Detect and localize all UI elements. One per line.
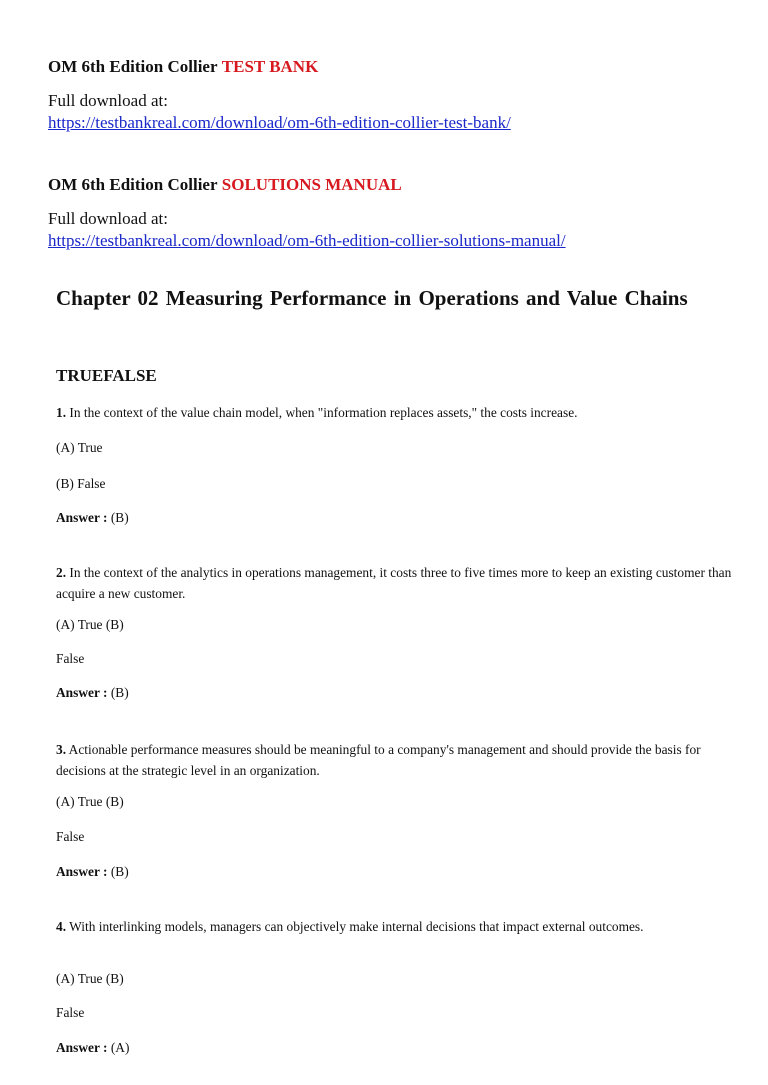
solutions-manual-download-link[interactable]: https://testbankreal.com/download/om-6th-edition-collier-solutions-manual/	[48, 231, 566, 250]
question-number: 4.	[56, 919, 67, 934]
option-b[interactable]: False	[56, 1005, 85, 1020]
test-bank-download-link[interactable]: https://testbankreal.com/download/om-6th-edition-collier-test-bank/	[48, 113, 511, 132]
answer-line	[56, 509, 129, 527]
answer-line	[56, 863, 129, 881]
option-b[interactable]: False	[56, 829, 85, 844]
answer-line	[56, 684, 129, 702]
question-number: 1.	[56, 405, 67, 420]
solutions-manual-promo	[48, 174, 566, 252]
option-a[interactable]: (A) True (B)	[56, 617, 124, 632]
question-text: With interlinking models, managers can objectively make internal decisions that impact external outcomes.	[69, 919, 644, 934]
answer-label: Answer :	[56, 685, 108, 700]
answer-line	[56, 1039, 129, 1057]
answer-value: (A)	[110, 1040, 130, 1055]
test-bank-download-label: Full download at:	[48, 91, 168, 110]
answer-label: Answer :	[56, 864, 108, 879]
question-text: In the context of the value chain model, when "information replaces assets," the costs increase.	[69, 405, 578, 420]
option-a[interactable]: (A) True (B)	[56, 794, 124, 809]
test-bank-title	[48, 56, 511, 78]
test-bank-promo	[48, 56, 511, 134]
option-a[interactable]: (A) True (B)	[56, 971, 124, 986]
question-stem	[56, 916, 736, 937]
option-b[interactable]: (B) False	[56, 476, 106, 491]
chapter-content	[56, 284, 736, 1055]
solutions-manual-title-highlight: SOLUTIONS MANUAL	[221, 175, 402, 194]
option-a[interactable]: (A) True	[56, 440, 103, 455]
solutions-manual-download-label: Full download at:	[48, 209, 168, 228]
question-number: 2.	[56, 565, 67, 580]
test-bank-title-highlight: TEST BANK	[221, 57, 319, 76]
question-4	[56, 916, 736, 1055]
answer-value: (B)	[110, 510, 129, 525]
chapter-title: Chapter 02 Measuring Performance in Operations and Value Chains	[56, 286, 688, 310]
answer-value: (B)	[110, 685, 129, 700]
solutions-manual-title	[48, 174, 566, 196]
option-b[interactable]: False	[56, 651, 85, 666]
question-3	[56, 739, 736, 879]
question-stem	[56, 402, 736, 423]
question-stem	[56, 739, 736, 781]
answer-value: (B)	[110, 864, 129, 879]
answer-label: Answer :	[56, 1040, 108, 1055]
question-text: In the context of the analytics in operations management, it costs three to five times more to keep an existing customer than acquire a new customer.	[56, 565, 732, 601]
question-1	[56, 402, 736, 525]
question-number: 3.	[56, 742, 67, 757]
question-2	[56, 562, 736, 700]
section-label: TRUEFALSE	[56, 366, 157, 385]
answer-label: Answer :	[56, 510, 108, 525]
test-bank-title-prefix: OM 6th Edition Collier	[48, 57, 218, 76]
question-text: Actionable performance measures should be meaningful to a company's management and should provide the basis for decisions at the strategic level in an organization.	[56, 742, 701, 778]
question-stem	[56, 562, 736, 604]
solutions-manual-title-prefix: OM 6th Edition Collier	[48, 175, 218, 194]
